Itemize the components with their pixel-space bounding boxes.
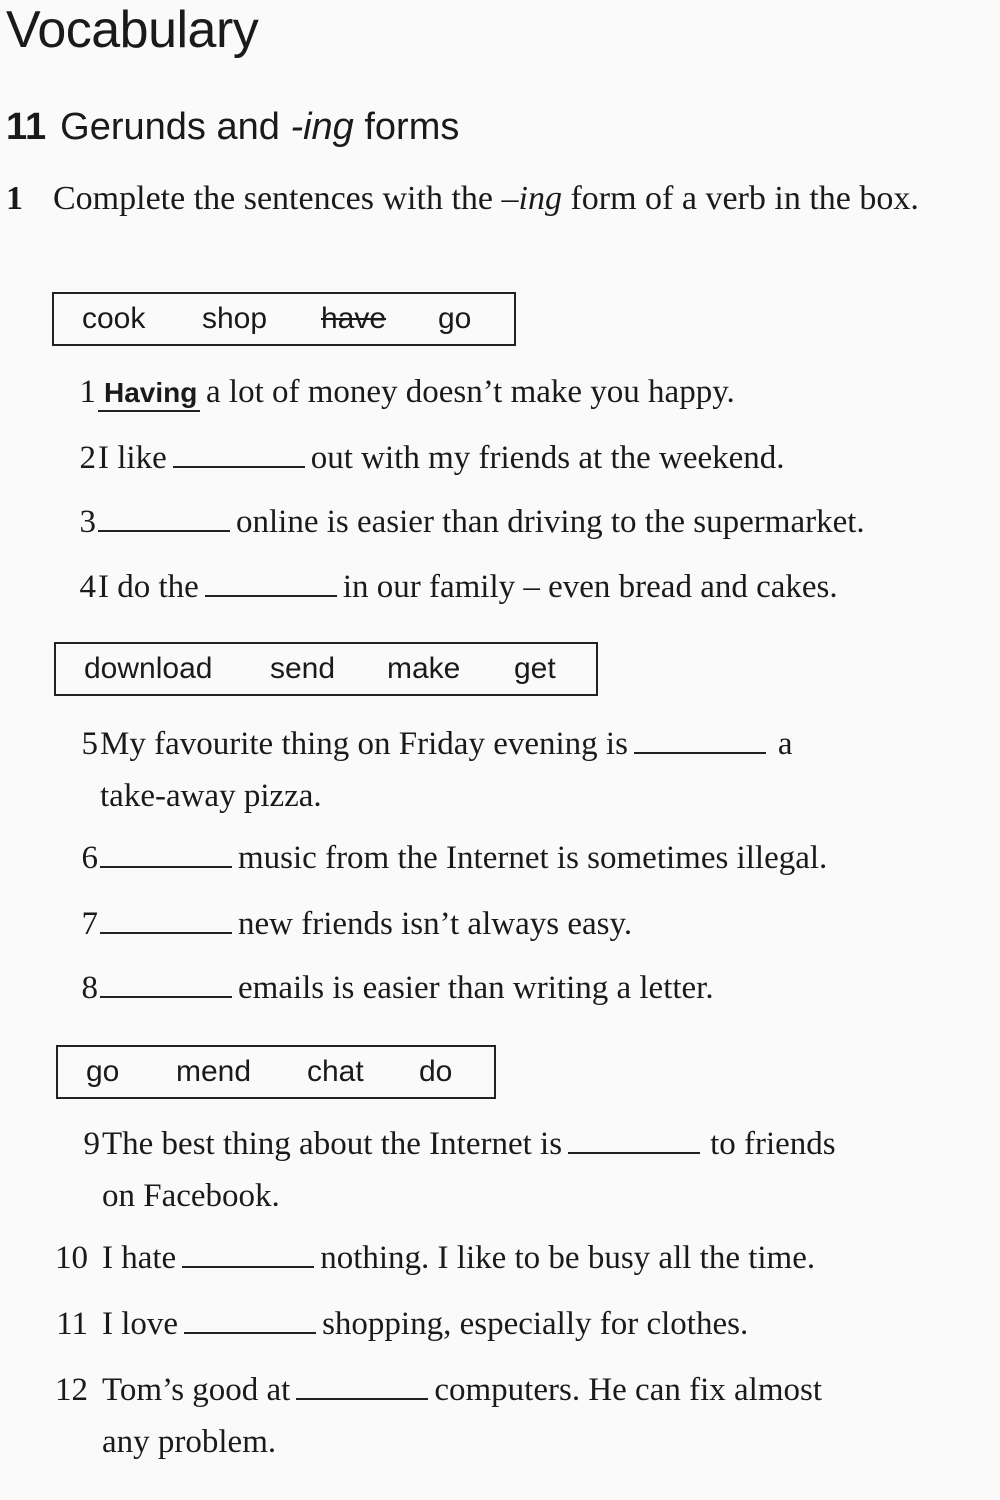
list-item [55, 1232, 816, 1284]
unit-number: 11 [6, 106, 47, 148]
answer-blank[interactable] [100, 970, 232, 998]
item-text-after: new friends isn’t always easy. [238, 906, 633, 942]
item-number: 1 [79, 374, 96, 410]
list-item [81, 962, 714, 1014]
word-box-word: get [514, 652, 556, 685]
answer-blank[interactable] [182, 1240, 314, 1268]
list-item [81, 898, 633, 950]
word-box-word: download [84, 652, 213, 685]
item-text-after: shopping, especially for clothes. [322, 1306, 749, 1342]
list-item [79, 432, 785, 484]
word-box-word: cook [82, 302, 146, 335]
item-number: 4 [79, 569, 96, 605]
item-text-after: a lot of money doesn’t make you happy. [206, 374, 735, 410]
item-number: 8 [81, 970, 98, 1006]
list-item [81, 832, 828, 884]
list-item [79, 496, 865, 548]
list-item [79, 561, 838, 613]
item-text-before: Tom’s good at [102, 1372, 291, 1408]
word-box-3 [56, 1045, 496, 1099]
item-number: 3 [79, 504, 96, 540]
answer-blank[interactable] [100, 906, 232, 934]
item-text-after: nothing. I like to be busy all the time. [320, 1240, 816, 1276]
list-item [55, 1364, 822, 1416]
unit-heading [6, 108, 459, 146]
item-number: 11 [56, 1306, 88, 1342]
item-number: 2 [79, 440, 96, 476]
word-box-word: go [438, 302, 472, 335]
item-text-before: I like [98, 440, 167, 476]
list-item [81, 718, 793, 770]
exercise-text [53, 176, 933, 222]
answer-blank[interactable] [173, 440, 305, 468]
item-text-after: out with my friends at the weekend. [310, 440, 785, 476]
item-number: 5 [81, 726, 98, 762]
item-text-before: The best thing about the Internet is [102, 1126, 563, 1162]
item-text-after: computers. He can fix almost [434, 1372, 822, 1408]
list-item [56, 1298, 749, 1350]
word-box-word: send [270, 652, 336, 685]
word-box-2 [54, 642, 598, 696]
item-text-after: emails is easier than writing a letter. [238, 970, 714, 1006]
word-box-word: chat [307, 1055, 364, 1088]
answer-blank[interactable] [98, 504, 230, 532]
exercise-number: 1 [6, 180, 23, 217]
answer-blank[interactable] [634, 726, 766, 754]
item-text-before: I do the [98, 569, 199, 605]
item-text-after: a [777, 726, 793, 762]
answer-blank[interactable] [205, 569, 337, 597]
item-text-after: to friends [710, 1126, 836, 1162]
word-box-1 [52, 292, 516, 346]
word-box-word: mend [176, 1055, 252, 1088]
item-text-after: online is easier than driving to the supermarket. [236, 504, 865, 540]
list-item [79, 366, 735, 418]
item-number: 12 [55, 1372, 88, 1408]
item-text-before: My favourite thing on Friday evening is [100, 726, 628, 762]
item-number: 9 [83, 1126, 100, 1162]
answer-blank[interactable] [296, 1372, 428, 1400]
item-text-before: I love [102, 1306, 179, 1342]
answer-blank[interactable] [184, 1306, 316, 1334]
word-box-word: go [86, 1055, 120, 1088]
item-text-before: I hate [102, 1240, 177, 1276]
item-number: 10 [55, 1240, 88, 1276]
section-title: Vocabulary [6, 1, 259, 59]
list-item [83, 1118, 836, 1170]
word-box-word: make [387, 652, 461, 685]
unit-title-before: Gerunds and [60, 106, 291, 148]
item-number: 6 [81, 840, 98, 876]
instruction-after: form of a verb in the box. [561, 180, 919, 217]
unit-title-after: forms [353, 106, 460, 148]
item-number: 7 [81, 906, 98, 942]
item-continuation: on Facebook. [102, 1178, 280, 1214]
item-text-after: in our family – even bread and cakes. [342, 569, 838, 605]
answer-blank[interactable] [100, 840, 232, 868]
unit-title-italic: -ing [290, 106, 354, 148]
word-box-word: shop [202, 302, 268, 335]
word-box-word: do [419, 1055, 453, 1088]
answer-blank[interactable] [568, 1126, 700, 1154]
item-text-after: music from the Internet is sometimes illegal. [238, 840, 828, 876]
instruction-italic: –ing [501, 180, 562, 217]
example-answer: Having [98, 376, 200, 412]
item-continuation: take-away pizza. [100, 778, 322, 814]
word-box-word-crossed: have [321, 302, 387, 335]
instruction-before: Complete the sentences with the [53, 180, 502, 217]
item-continuation: any problem. [102, 1424, 277, 1460]
